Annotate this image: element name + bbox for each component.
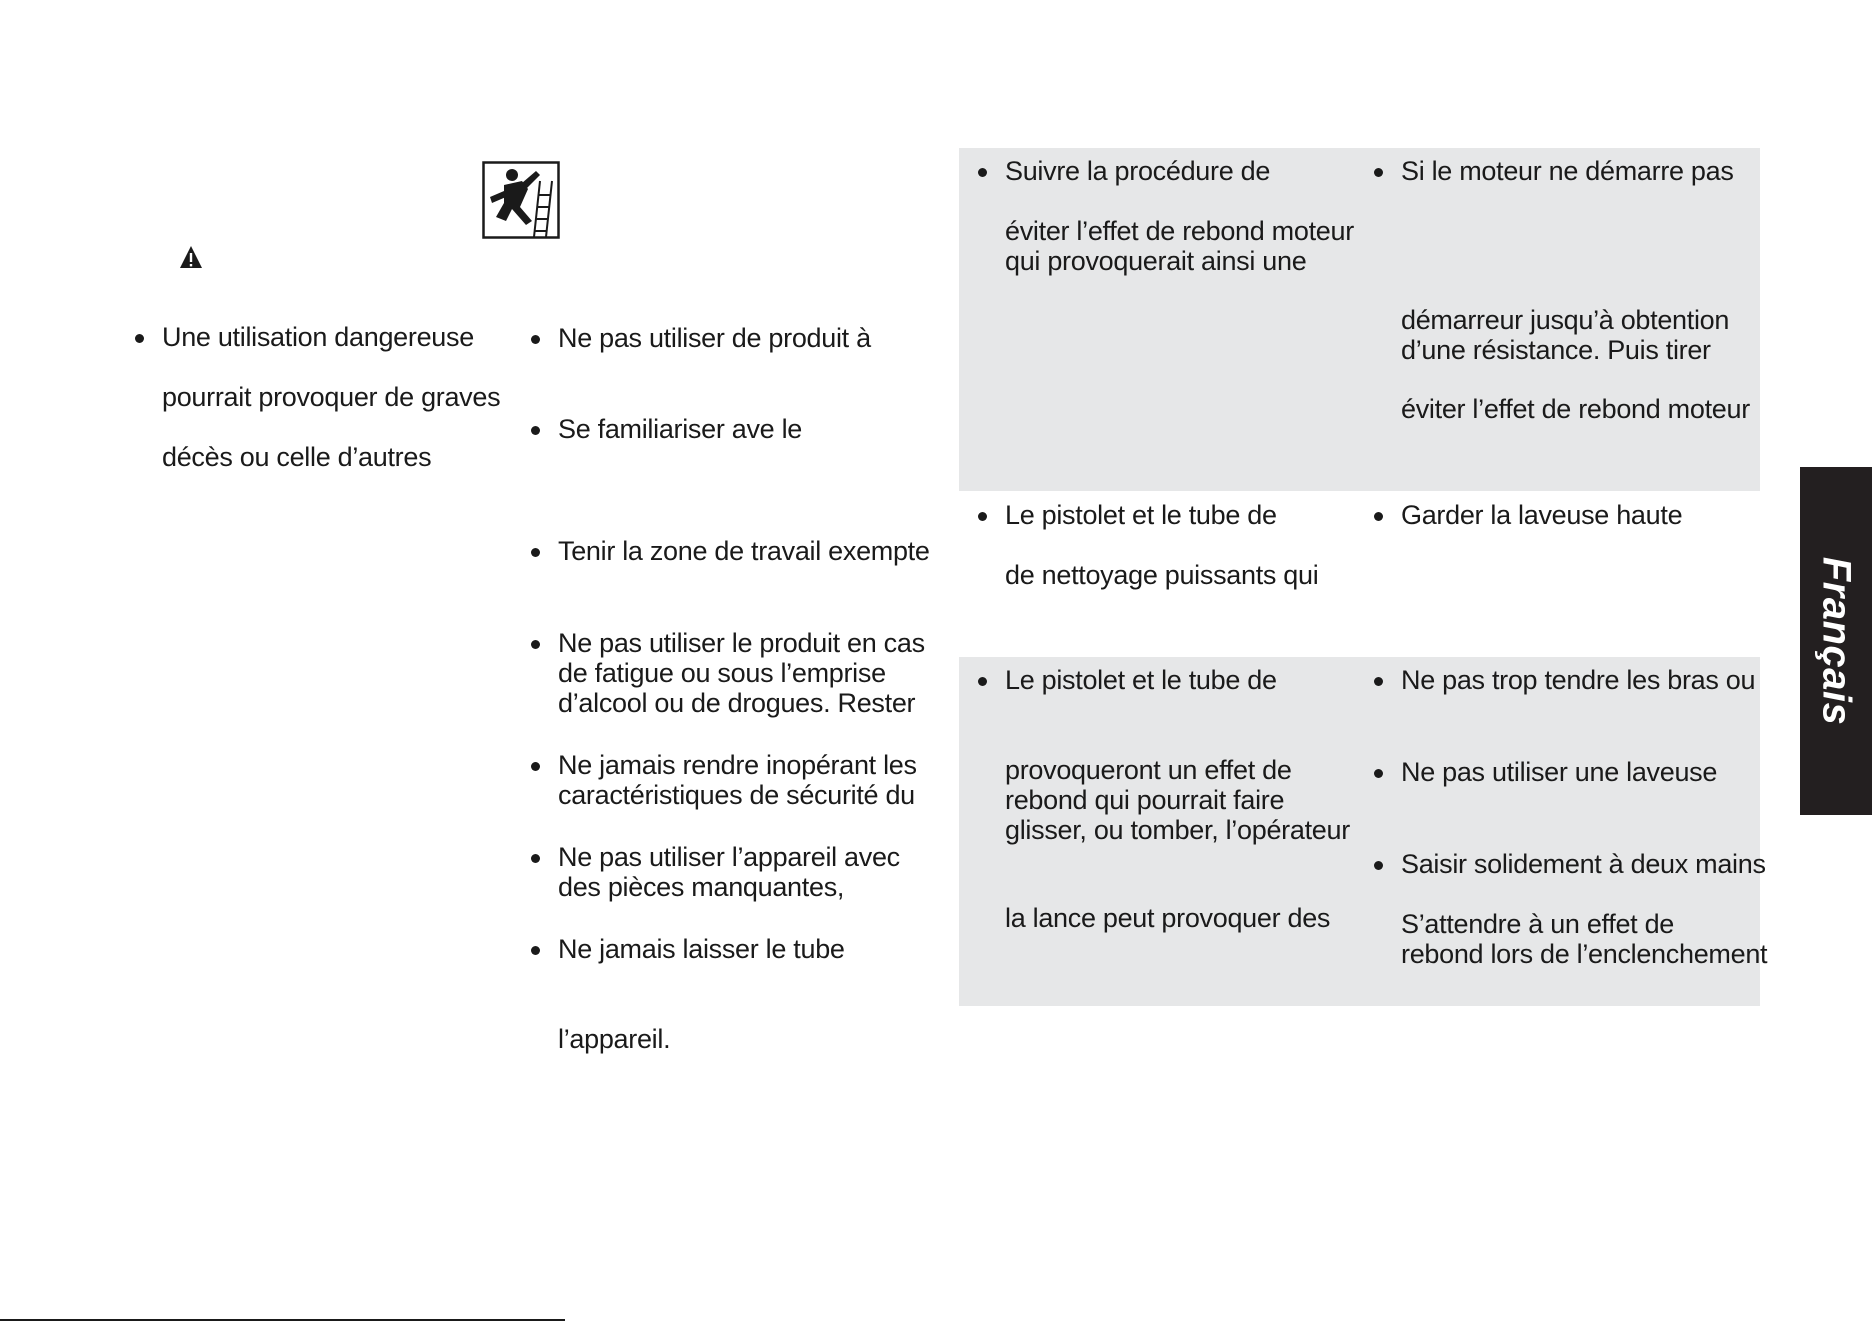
col2-item4-line1: Ne pas utiliser le produit en cas bbox=[558, 628, 925, 658]
col4-item5-line2: S’attendre à un effet de bbox=[1401, 909, 1675, 939]
col4-item1-line3: d’une résistance. Puis tirer bbox=[1401, 335, 1711, 365]
col2-item3-line1: Tenir la zone de travail exempte bbox=[558, 536, 930, 566]
bullet-marker bbox=[1374, 769, 1383, 778]
col4-item4-line1: Ne pas utiliser une laveuse bbox=[1401, 757, 1718, 787]
col2-item7-line2: l’appareil. bbox=[558, 1024, 671, 1054]
col2-item1-line1: Ne pas utiliser de produit à bbox=[558, 323, 871, 353]
col1-item1-line3: décès ou celle d’autres bbox=[162, 442, 432, 472]
bullet-marker bbox=[1374, 677, 1383, 686]
col4-item3-line1: Ne pas trop tendre les bras ou bbox=[1401, 665, 1756, 695]
col3-item3-line5: la lance peut provoquer des bbox=[1005, 903, 1331, 933]
bullet-marker bbox=[978, 168, 987, 177]
fall-hazard-icon bbox=[482, 161, 560, 239]
footer-rule bbox=[0, 1319, 565, 1321]
bullet-marker bbox=[978, 512, 987, 521]
bullet-marker bbox=[1374, 512, 1383, 521]
col2-item6-line2: des pièces manquantes, bbox=[558, 872, 845, 902]
col3-item2-line2: de nettoyage puissants qui bbox=[1005, 560, 1319, 590]
col2-item4-line3: d’alcool ou de drogues. Rester bbox=[558, 688, 916, 718]
bullet-marker bbox=[135, 334, 144, 343]
bullet-marker bbox=[531, 762, 540, 771]
col2-item6-line1: Ne pas utiliser l’appareil avec bbox=[558, 842, 900, 872]
bullet-marker bbox=[531, 548, 540, 557]
col1-item1-line2: pourrait provoquer de graves bbox=[162, 382, 501, 412]
col4-item5-line1: Saisir solidement à deux mains bbox=[1401, 849, 1766, 879]
col3-item3-line2: provoqueront un effet de bbox=[1005, 755, 1292, 785]
bullet-marker bbox=[531, 946, 540, 955]
bullet-marker bbox=[1374, 861, 1383, 870]
language-side-tab bbox=[1800, 467, 1872, 815]
col3-item3-line3: rebond qui pourrait faire bbox=[1005, 785, 1285, 815]
bullet-marker bbox=[531, 335, 540, 344]
bullet-marker bbox=[531, 854, 540, 863]
col3-item1-line3: qui provoquerait ainsi une bbox=[1005, 246, 1307, 276]
col2-item5-line2: caractéristiques de sécurité du bbox=[558, 780, 915, 810]
col2-item7-line1: Ne jamais laisser le tube bbox=[558, 934, 845, 964]
col3-item1-line2: éviter l’effet de rebond moteur bbox=[1005, 216, 1354, 246]
col4-item1-line2: démarreur jusqu’à obtention bbox=[1401, 305, 1730, 335]
col1-item1-line1: Une utilisation dangereuse bbox=[162, 322, 474, 352]
bullet-marker bbox=[1374, 168, 1383, 177]
col4-item1-line1: Si le moteur ne démarre pas bbox=[1401, 156, 1734, 186]
col3-item3-line1: Le pistolet et le tube de bbox=[1005, 665, 1277, 695]
bullet-marker bbox=[531, 640, 540, 649]
col2-item5-line1: Ne jamais rendre inopérant les bbox=[558, 750, 917, 780]
col4-item2-line1: Garder la laveuse haute bbox=[1401, 500, 1683, 530]
col3-item1-line1: Suivre la procédure de bbox=[1005, 156, 1271, 186]
col3-item3-line4: glisser, ou tomber, l’opérateur bbox=[1005, 815, 1350, 845]
warning-triangle-icon bbox=[179, 245, 203, 269]
col2-item4-line2: de fatigue ou sous l’emprise bbox=[558, 658, 886, 688]
bullet-marker bbox=[978, 677, 987, 686]
col4-item5-line3: rebond lors de l’enclenchement bbox=[1401, 939, 1768, 969]
col4-item1-line4: éviter l’effet de rebond moteur bbox=[1401, 394, 1750, 424]
bullet-marker bbox=[531, 426, 540, 435]
language-tab-label: Français bbox=[1814, 556, 1859, 726]
col2-item2-line1: Se familiariser ave le bbox=[558, 414, 802, 444]
col3-item2-line1: Le pistolet et le tube de bbox=[1005, 500, 1277, 530]
